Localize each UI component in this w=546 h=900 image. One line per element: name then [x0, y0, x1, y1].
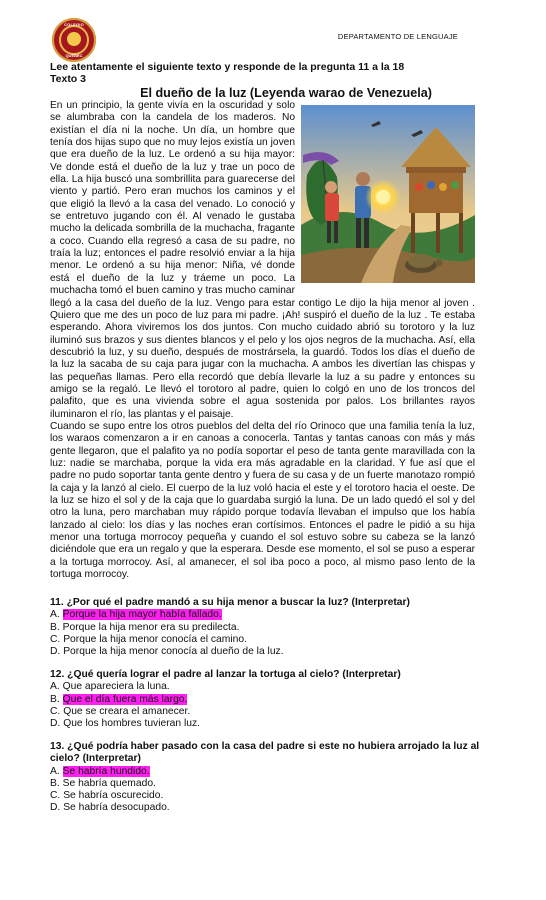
- option-text: Que el día fuera más largo.: [62, 693, 188, 705]
- option-letter: C.: [50, 790, 61, 802]
- option-letter: B.: [50, 693, 60, 705]
- option-text: Que apareciera la luna.: [62, 681, 170, 693]
- option-text: Se habría hundido.: [62, 765, 150, 777]
- option-text: Porque la hija menor conocía el camino.: [63, 633, 247, 645]
- logo-sun: [67, 32, 81, 46]
- question-11: [50, 597, 490, 658]
- option-d[interactable]: [50, 802, 490, 814]
- option-a[interactable]: [50, 766, 490, 778]
- option-letter: A.: [50, 681, 60, 693]
- option-c[interactable]: [50, 634, 490, 646]
- option-d[interactable]: [50, 718, 490, 730]
- option-letter: D.: [50, 646, 61, 658]
- text-number: Texto 3: [50, 73, 86, 85]
- question-text: 12. ¿Qué quería lograr el padre al lanzar la tortuga al cielo? (Interpretar): [50, 669, 401, 680]
- option-text: Se habría quemado.: [62, 777, 156, 789]
- instructions: [50, 61, 404, 85]
- option-text: Porque la hija menor era su predilecta.: [62, 621, 240, 633]
- option-a[interactable]: [50, 609, 490, 621]
- logo-text-top: COLEGIO: [64, 22, 84, 27]
- option-text: Se habría desocupado.: [63, 802, 170, 814]
- option-b[interactable]: [50, 622, 490, 634]
- illustration-svg: [301, 105, 475, 283]
- option-text: Porque la hija menor conocía al dueño de la luz.: [63, 646, 284, 658]
- story-title: El dueño de la luz (Leyenda warao de Venezuela): [140, 86, 432, 100]
- option-letter: A.: [50, 609, 60, 621]
- option-letter: C.: [50, 633, 61, 645]
- logo-text-bottom: QUEBEC: [65, 53, 83, 58]
- question-text: 13. ¿Qué podría haber pasado con la casa del padre si este no hubiera arrojado la luz al cielo? (Interpretar): [50, 741, 480, 765]
- instructions-line: Lee atentamente el siguiente texto y responde de la pregunta 11 a la 18: [50, 61, 405, 73]
- option-letter: B.: [50, 777, 60, 789]
- option-c[interactable]: [50, 706, 490, 718]
- question-12: [50, 669, 490, 730]
- option-c[interactable]: [50, 790, 490, 802]
- option-a[interactable]: [50, 681, 490, 693]
- option-text: Que los hombres tuvieran luz.: [63, 718, 200, 730]
- option-b[interactable]: [50, 778, 490, 790]
- option-letter: D.: [50, 802, 61, 814]
- option-letter: B.: [50, 621, 60, 633]
- question-text: 11. ¿Por qué el padre mandó a su hija menor a buscar la luz? (Interpretar): [50, 597, 410, 608]
- option-text: Que se creara el amanecer.: [63, 705, 191, 717]
- story-illustration: [301, 105, 475, 283]
- option-text: Se habría oscurecido.: [63, 790, 164, 802]
- question-13: [50, 741, 490, 815]
- story-body: [50, 100, 475, 581]
- option-b[interactable]: [50, 694, 490, 706]
- option-letter: C.: [50, 705, 61, 717]
- option-letter: D.: [50, 718, 61, 730]
- story-paragraph: En un principio, la gente vivía en la oscuridad y solo se alumbraba con la candela de los maderos. No existían el día ni la noche. Un día, un hombre que tenía dos hijas supo que no muy lejos existía un joven que era dueño de la luz. Le ordenó a su hija mayor: Ve donde está el dueño de la luz y trae un poco de ella. La hija buscó una sombrillita para guarecerse del viento y partió. Pero eran muchos los caminos y el que eligió la llevó a la casa del venado. Lo conoció y se entretuvo jugando con él. Al venado le gustaba mucho la delicada sombrilla de la muchacha, fragante a coco. Cuando ella regresó a casa de su padre, no traía la luz; entonces el padre resolvió enviar a la hija menor. Le ordenó a su hija menor: Niña, vé donde está el dueño de la luz y tráeme un poco. La muchacha tomó el buen camino y tras mucho caminar llegó a la casa del dueño de la luz. Vengo para estar contigo Le dijo la hija menor al joven . Quiero que me des un poco de luz para mi padre. ¡Ah! suspiró el dueño de la luz . Te estaba esperando. Ahora viviremos los dos juntos. Con mucho cuidado abrió su torotoro y la luz iluminó sus brazos y sus dientes blancos y el pelo y los ojos negros de la muchacha. Así, ella descubrió la luz, y su dueño, después de mostrársela, la guardó. Todos los días el dueño de la luz la sacaba de su caja para jugar con la muchacha. A ambos les divertían las chispas y las pequeñas llamas. Pero ella recordó que debía llevarle la luz a su padre y entonces su amigo se la regaló. Le llevó el torotoro al padre, quien lo colgó en uno de los troncos del palafito, que es una vivienda sobre el agua sostenida por palos. Los brillantes rayos iluminaron el río, las plantas y el paisaje.: [50, 100, 475, 420]
- department-label: DEPARTAMENTO DE LENGUAJE: [337, 32, 458, 41]
- option-text: Porque la hija mayor había fallado.: [62, 609, 222, 621]
- story-paragraph: Cuando se supo entre los otros pueblos del delta del río Orinoco que una familia tenía la luz, los waraos comenzaron a ir en canoas a conocerla. Tantas y tantas canoas con más y más gente llegaron, que el palafito ya no podía soportar el peso de tanta gente maravillada con la luz: nadie se marchaba, porque la vida era más agradable en la claridad. Y fue así que el padre no pudo soportar tanta gente dentro y fuera de su casa y de un fuerte manotazo rompió la caja y la lanzó al cielo. El cuerpo de la luz voló hacia el este y el torotoro hacia el oeste. De la luz se hizo el sol y de la caja que lo guardaba surgió la luna. De un lado quedó el sol y del otro la luna, pero marchaban muy rápido porque todavía llevaban el impulso que los había lanzado al cielo: los días y las noches eran cortísimos. Entonces el padre le pidió a su hija menor una tortuga morrocoy pequeña y cuando el sol estuvo sobre su cabeza se la lanzó diciéndole que era un regalo y que la esperara. Desde ese momento, el sol se puso a esperar a la tortuga morrocoy. Así, al amanecer, el sol iba poco a poco, al mismo paso lento de la tortuga morrocoy.: [50, 420, 475, 581]
- option-letter: A.: [50, 765, 60, 777]
- option-d[interactable]: [50, 646, 490, 658]
- school-logo: [52, 18, 96, 62]
